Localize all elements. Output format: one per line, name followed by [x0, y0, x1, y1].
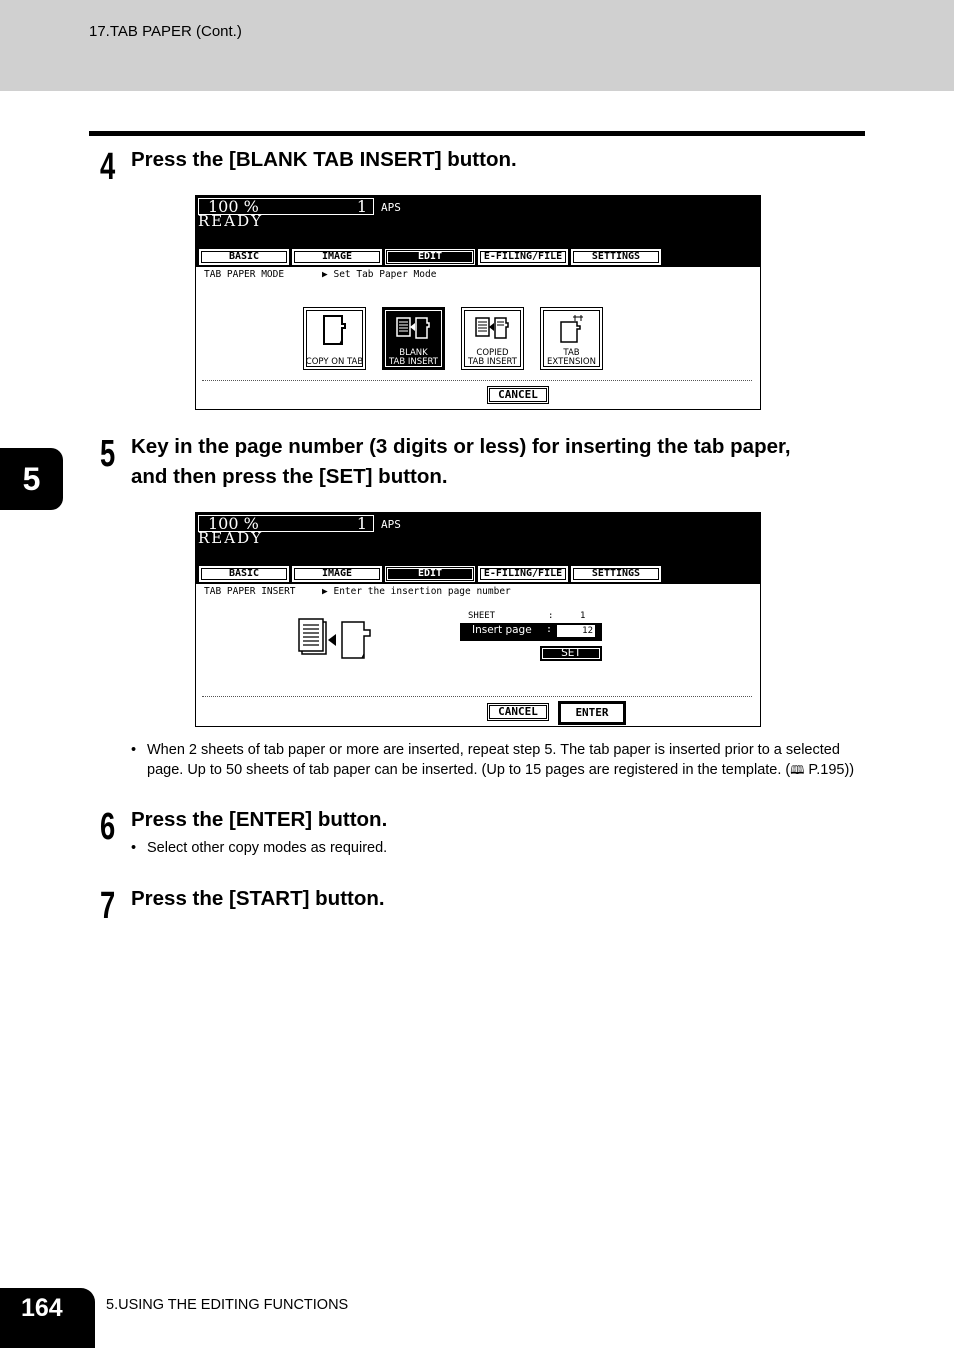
copy-on-tab-button[interactable]	[303, 307, 366, 370]
book-icon: 🕮	[790, 763, 805, 777]
note-line2-text: page. Up to 50 sheets of tab paper can be inserted. (Up to 15 pages are registered in the template. (	[147, 762, 791, 778]
arrow-right-icon: ▶	[322, 586, 328, 597]
step-5-text	[131, 432, 791, 492]
step-5-line2: and then press the [SET] button.	[131, 465, 448, 488]
step-6-note	[131, 838, 531, 858]
copy-count: 1	[356, 197, 367, 216]
tab-e-filing[interactable]: E-FILING/FILE	[478, 566, 568, 582]
step-7-text: Press the [START] button.	[131, 887, 385, 910]
option-label-line1: TAB	[563, 348, 580, 358]
note-line2	[147, 760, 871, 780]
insert-page-label: Insert page	[472, 624, 532, 636]
chapter-tab	[0, 448, 63, 510]
copied-tab-insert-icon	[474, 314, 510, 346]
step-5-note	[131, 740, 871, 782]
copy-count: 1	[356, 514, 367, 533]
status-text: READY	[198, 529, 264, 547]
option-label-line1: COPIED	[476, 348, 509, 358]
tab-e-filing[interactable]: E-FILING/FILE	[478, 249, 568, 265]
blank-tab-insert-button[interactable]	[382, 307, 445, 370]
chapter-number: 5	[22, 460, 41, 497]
blank-tab-insert-icon	[395, 314, 431, 346]
paper-size: APS	[381, 201, 401, 214]
instruction	[322, 269, 436, 280]
step-4-number: 4	[100, 146, 116, 188]
option-label-line2: COPY ON TAB	[305, 357, 364, 367]
instruction	[322, 586, 511, 597]
sheet-label: SHEET	[468, 611, 496, 621]
mode-label: TAB PAPER MODE	[204, 269, 285, 280]
header-band	[0, 0, 954, 91]
top-rule	[89, 131, 865, 136]
option-label-line2: TAB INSERT	[389, 357, 438, 367]
copy-on-tab-icon	[316, 314, 352, 346]
tab-insert-illustration-icon	[296, 618, 376, 662]
tab-extension-icon	[553, 314, 589, 346]
arrow-right-icon: ▶	[322, 269, 328, 280]
copied-tab-insert-button[interactable]	[461, 307, 524, 370]
set-button[interactable]: SET	[540, 646, 602, 661]
tab-basic[interactable]: BASIC	[199, 249, 289, 265]
note-text: Select other copy modes as required.	[147, 840, 388, 856]
step-6-number: 6	[100, 806, 116, 848]
tab-settings[interactable]: SETTINGS	[571, 566, 661, 582]
insert-page-colon: :	[546, 624, 553, 635]
tab-image[interactable]: IMAGE	[292, 249, 382, 265]
page-number-box	[0, 1288, 95, 1348]
option-label	[541, 349, 602, 367]
tab-basic[interactable]: BASIC	[199, 566, 289, 582]
option-label-line1: BLANK	[399, 348, 428, 358]
tab-settings[interactable]: SETTINGS	[571, 249, 661, 265]
cancel-button[interactable]: CANCEL	[487, 703, 549, 721]
tab-image[interactable]: IMAGE	[292, 566, 382, 582]
insert-page-field[interactable]: 12	[557, 625, 595, 637]
footer-section: 5.USING THE EDITING FUNCTIONS	[106, 1297, 349, 1313]
tab-edit[interactable]: EDIT	[385, 566, 475, 582]
option-label	[462, 349, 523, 367]
note-line1: When 2 sheets of tab paper or more are inserted, repeat step 5. The tab paper is inserted prior to a selected	[147, 742, 840, 758]
tab-edit[interactable]: EDIT	[385, 249, 475, 265]
option-label	[304, 358, 365, 367]
header-title: 17.TAB PAPER (Cont.)	[89, 23, 242, 40]
page-number: 164	[21, 1294, 63, 1322]
bullet-dot: •	[131, 840, 137, 856]
lcd-screen-tab-paper-insert	[195, 512, 761, 727]
sheet-value: 1	[580, 611, 586, 621]
page-reference[interactable]: P.195))	[804, 762, 855, 778]
lcd-screen-tab-paper-mode	[195, 195, 761, 410]
tab-extension-button[interactable]	[540, 307, 603, 370]
divider	[202, 696, 752, 697]
zoom-value: 100 %	[208, 514, 259, 533]
step-6-text: Press the [ENTER] button.	[131, 808, 388, 831]
enter-button[interactable]: ENTER	[558, 701, 626, 725]
cancel-button[interactable]: CANCEL	[487, 386, 549, 404]
paper-size: APS	[381, 518, 401, 531]
step-7-number: 7	[100, 885, 116, 927]
option-label-line2: EXTENSION	[547, 357, 596, 367]
option-label	[383, 349, 444, 367]
instruction-text: Enter the insertion page number	[333, 586, 511, 597]
step-4-text: Press the [BLANK TAB INSERT] button.	[131, 148, 517, 171]
divider	[202, 380, 752, 381]
insert-page-row[interactable]	[460, 623, 602, 641]
sheet-colon: :	[548, 611, 554, 621]
bullet-dot: •	[131, 742, 137, 758]
option-label-line2: TAB INSERT	[468, 357, 517, 367]
step-5-number: 5	[100, 433, 116, 475]
instruction-text: Set Tab Paper Mode	[333, 269, 437, 280]
status-text: READY	[198, 212, 264, 230]
mode-label: TAB PAPER INSERT	[204, 586, 296, 597]
step-5-line1: Key in the page number (3 digits or less) for inserting the tab paper,	[131, 435, 791, 458]
zoom-value: 100 %	[208, 197, 259, 216]
note-text	[147, 740, 871, 780]
